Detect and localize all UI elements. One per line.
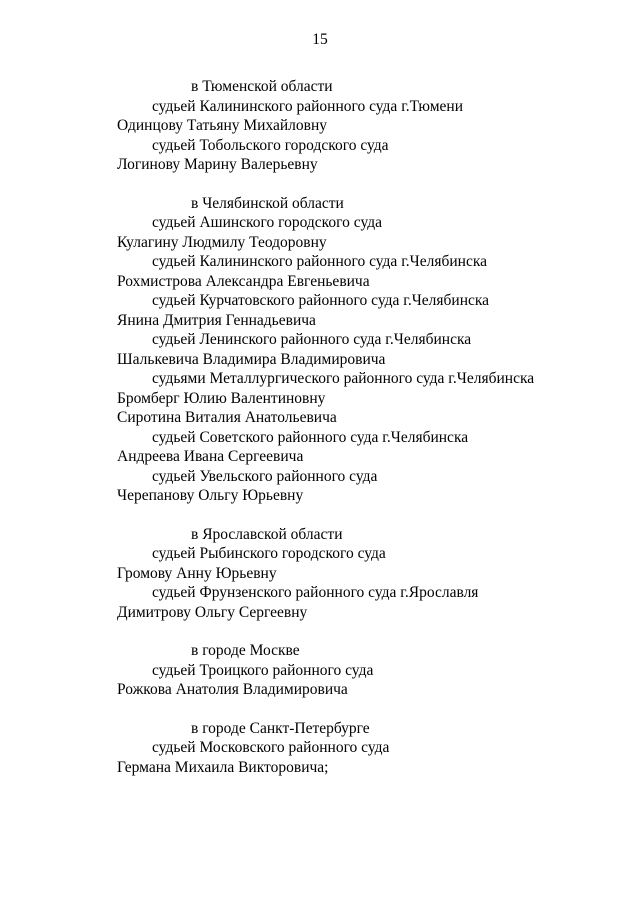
- court-line: судьей Ашинского городского суда: [152, 214, 382, 231]
- document-body: [0, 77, 640, 777]
- judge-name: Громову Анну Юрьевну: [117, 564, 277, 582]
- judge-name: Сиротина Виталия Анатольевича: [117, 409, 337, 426]
- court-line: судьей Калининского районного суда г.Тюмени: [152, 97, 464, 115]
- judge-name: Димитрову Ольгу Сергеевну: [117, 603, 308, 621]
- court-line: судьей Троицкого районного суда: [152, 661, 374, 679]
- judge-name: Андреева Ивана Сергеевича: [117, 448, 304, 465]
- judge-name: Рожкова Анатолия Владимировича: [117, 681, 348, 698]
- region-section: [0, 194, 640, 506]
- court-line: судьей Советского районного суда г.Челябинска: [152, 428, 469, 446]
- region-heading: в городе Санкт-Петербурге: [191, 719, 370, 737]
- region-heading: в Тюменской области: [191, 78, 333, 95]
- judge-name: Логинову Марину Валерьевну: [117, 156, 318, 173]
- judge-name: Шалькевича Владимира Владимировича: [117, 350, 386, 368]
- judge-name: Бромберг Юлию Валентиновну: [117, 389, 326, 407]
- region-section: [0, 641, 640, 700]
- region-heading: в городе Москве: [191, 642, 300, 659]
- court-line: судьей Курчатовского районного суда г.Челябинска: [152, 292, 490, 309]
- judge-name: Черепанову Ольгу Юрьевну: [117, 487, 304, 504]
- court-line: судьей Рыбинского городского суда: [152, 545, 386, 562]
- court-line: судьей Ленинского районного суда г.Челябинска: [152, 331, 472, 348]
- region-heading: в Ярославской области: [191, 525, 343, 543]
- court-line: судьей Фрунзенского районного суда г.Ярославля: [152, 584, 479, 601]
- region-heading: в Челябинской области: [191, 194, 344, 212]
- court-line: судьей Тобольского городского суда: [152, 136, 389, 154]
- page-number: 15: [312, 31, 328, 48]
- court-line: судьями Металлургического районного суда г.Челябинска: [152, 370, 535, 387]
- region-section: [0, 77, 640, 175]
- judge-name: Кулагину Людмилу Теодоровну: [117, 233, 327, 251]
- region-section: [0, 719, 640, 778]
- court-line: судьей Московского районного суда: [152, 739, 390, 756]
- judge-name: Германа Михаила Викторовича;: [117, 758, 329, 776]
- court-line: судьей Увельского районного суда: [152, 467, 378, 485]
- court-line: судьей Калининского районного суда г.Челябинска: [152, 253, 488, 270]
- judge-name: Янина Дмитрия Геннадьевича: [117, 311, 316, 329]
- judge-name: Рохмистрова Александра Евгеньевича: [117, 272, 370, 290]
- judge-name: Одинцову Татьяну Михайловну: [117, 117, 328, 134]
- region-section: [0, 525, 640, 623]
